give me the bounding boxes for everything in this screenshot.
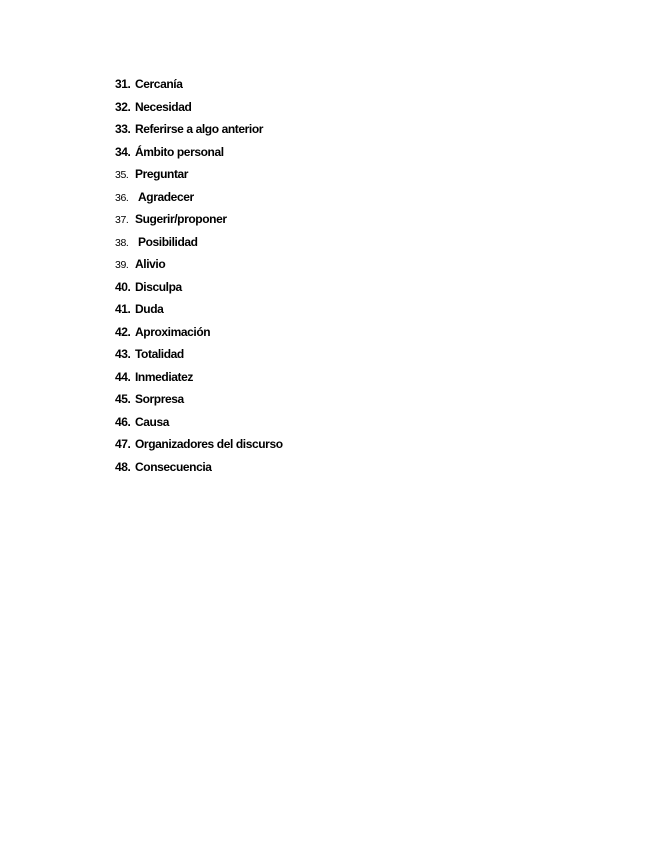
item-label: Disculpa <box>135 279 182 294</box>
list-item <box>115 277 283 300</box>
item-number: 40. <box>115 279 131 294</box>
item-label: Referirse a algo anterior <box>135 122 264 136</box>
item-label: Preguntar <box>135 167 189 181</box>
item-number: 32. <box>115 99 131 114</box>
list-item <box>115 322 283 345</box>
item-number: 41. <box>115 302 131 316</box>
item-label: Inmediatez <box>135 369 194 384</box>
list-item <box>115 457 283 480</box>
item-number: 34. <box>115 144 131 159</box>
item-number: 43. <box>115 347 131 361</box>
list-item <box>115 299 283 322</box>
item-number: 48. <box>115 459 131 474</box>
item-label: Sugerir/proponer <box>135 212 227 226</box>
item-number: 37. <box>115 214 129 226</box>
item-number: 44. <box>115 369 131 384</box>
item-number: 45. <box>115 392 131 406</box>
list-item <box>115 74 283 97</box>
list-item <box>115 232 283 255</box>
item-number: 47. <box>115 437 131 451</box>
item-number: 36. <box>115 191 129 204</box>
item-label: Ámbito personal <box>135 144 224 159</box>
list-item <box>115 434 283 457</box>
item-label: Organizadores del discurso <box>135 437 283 451</box>
item-number: 33. <box>115 122 131 136</box>
item-label: Aproximación <box>135 324 211 339</box>
item-number: 46. <box>115 414 131 429</box>
list-item <box>115 97 283 120</box>
item-label: Posibilidad <box>138 234 198 249</box>
list-item <box>115 209 283 232</box>
list-item <box>115 142 283 165</box>
item-number: 31. <box>115 77 131 91</box>
item-label: Cercanía <box>135 77 183 91</box>
item-label: Sorpresa <box>135 392 184 406</box>
list-item <box>115 344 283 367</box>
list-item <box>115 412 283 435</box>
item-label: Totalidad <box>135 347 184 361</box>
item-label: Alivio <box>135 257 166 271</box>
item-number: 42. <box>115 324 131 339</box>
list-item <box>115 254 283 277</box>
list-item <box>115 187 283 210</box>
item-label: Agradecer <box>138 189 194 204</box>
item-number: 39. <box>115 259 129 271</box>
item-label: Causa <box>135 414 170 429</box>
item-label: Consecuencia <box>135 459 212 474</box>
list-item <box>115 164 283 187</box>
item-label: Necesidad <box>135 99 192 114</box>
list-item <box>115 367 283 390</box>
list-item <box>115 389 283 412</box>
item-label: Duda <box>135 302 164 316</box>
item-number: 35. <box>115 169 129 181</box>
numbered-list <box>115 74 283 479</box>
item-number: 38. <box>115 236 129 249</box>
list-item <box>115 119 283 142</box>
